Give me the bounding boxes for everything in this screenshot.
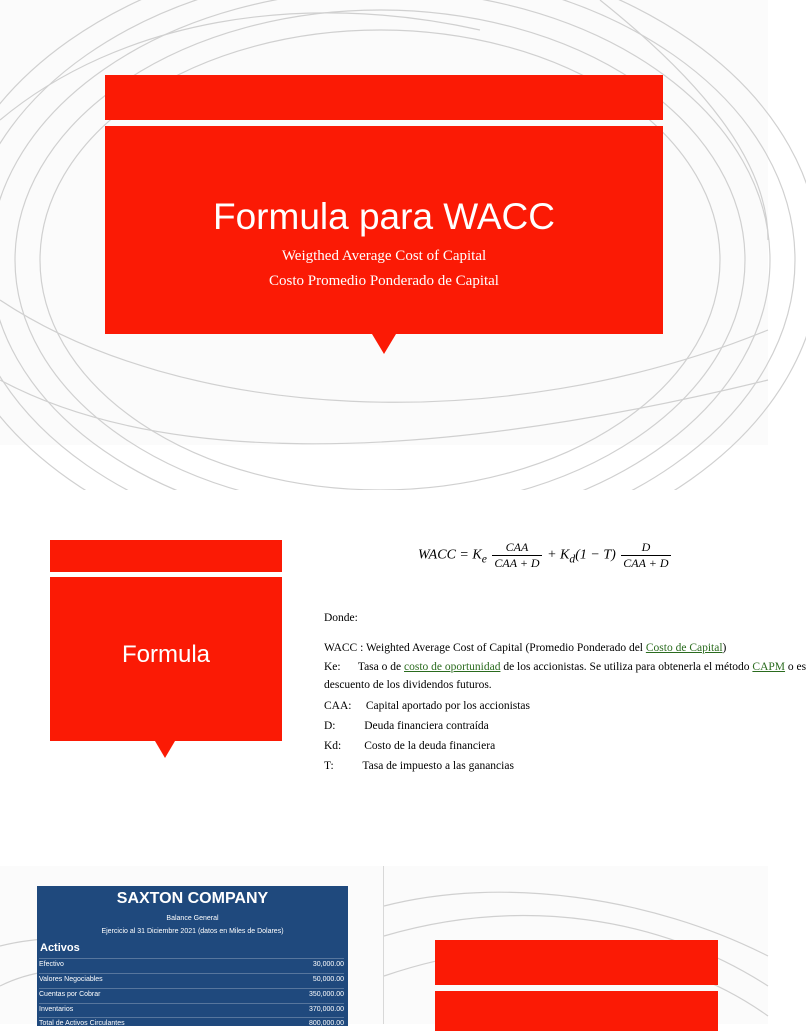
- section-heading: Activos: [40, 942, 80, 954]
- def-ke-line2: descuento de los dividendos futuros.: [324, 679, 492, 691]
- section-title: Formula: [121, 641, 211, 668]
- def-caa: CAA: Capital aportado por los accionistas: [324, 700, 531, 712]
- def-d: D: Deuda financiera contraída: [324, 720, 489, 732]
- link-costo-de-oportunidad[interactable]: costo de oportunidad: [404, 661, 501, 673]
- pointer-triangle: [155, 741, 175, 758]
- subtitle-spanish: Costo Promedio Ponderado de Capital: [269, 273, 499, 289]
- header-bar: [50, 540, 282, 572]
- divider: [383, 866, 384, 1024]
- section-box: [435, 991, 718, 1031]
- formula-image: [318, 530, 806, 792]
- company-name: SAXTON COMPANY: [116, 890, 269, 907]
- page-title: Formula para WACC: [213, 196, 555, 237]
- title-box: [105, 126, 663, 334]
- table-row: Total de Activos Circulantes 800,000.00: [39, 1017, 344, 1030]
- pointer-triangle: [372, 334, 396, 354]
- subtitle-english: Weigthed Average Cost of Capital: [281, 248, 487, 264]
- header-bar: [435, 940, 718, 985]
- table-row: Cuentas por Cobrar 350,000.00: [39, 988, 344, 1001]
- link-capm[interactable]: CAPM: [752, 661, 786, 673]
- balance-sheet-table: [37, 886, 348, 1026]
- statement-period: Ejercicio al 31 Diciembre 2021 (datos en Miles de Dolares): [101, 928, 284, 935]
- table-row: Valores Negociables 50,000.00: [39, 973, 344, 986]
- fraction-equity: $\frac{\text{CAA}}{\text{CAA + D}}$: [494, 540, 540, 570]
- def-wacc: WACC : Weighted Average Cost of Capital (Promedio Ponderado del Costo de Capital): [324, 642, 727, 654]
- statement-name: Balance General: [166, 915, 219, 922]
- def-ke: Ke: Tasa o de costo de oportunidad de los accionistas. Se utiliza para obtenerla el método CAPM o es: [324, 661, 806, 673]
- slide-formula: [0, 490, 806, 830]
- def-t: T: Tasa de impuesto a las ganancias: [324, 760, 514, 772]
- fraction-debt: $\frac{D}{\text{CAA + D}}$: [623, 540, 669, 570]
- header-bar: [105, 75, 663, 120]
- slide-balance: [0, 866, 768, 1027]
- section-box: [50, 577, 282, 741]
- link-costo-de-capital[interactable]: Costo de Capital: [645, 642, 723, 654]
- wacc-equation: WACC = $K_e$ $\frac{\text{CAA}}{\text{CAA + D}}$ + $K_d(1 - T)$ $\frac{D}{\text{CAA + D}}$: [418, 540, 669, 570]
- def-kd: Kd: Costo de la deuda financiera: [324, 740, 496, 752]
- donde-label: Donde:: [324, 612, 358, 624]
- table-row: Efectivo 30,000.00: [39, 958, 344, 971]
- slide-title: [0, 0, 768, 445]
- table-row: Inventarios 370,000.00: [39, 1003, 344, 1016]
